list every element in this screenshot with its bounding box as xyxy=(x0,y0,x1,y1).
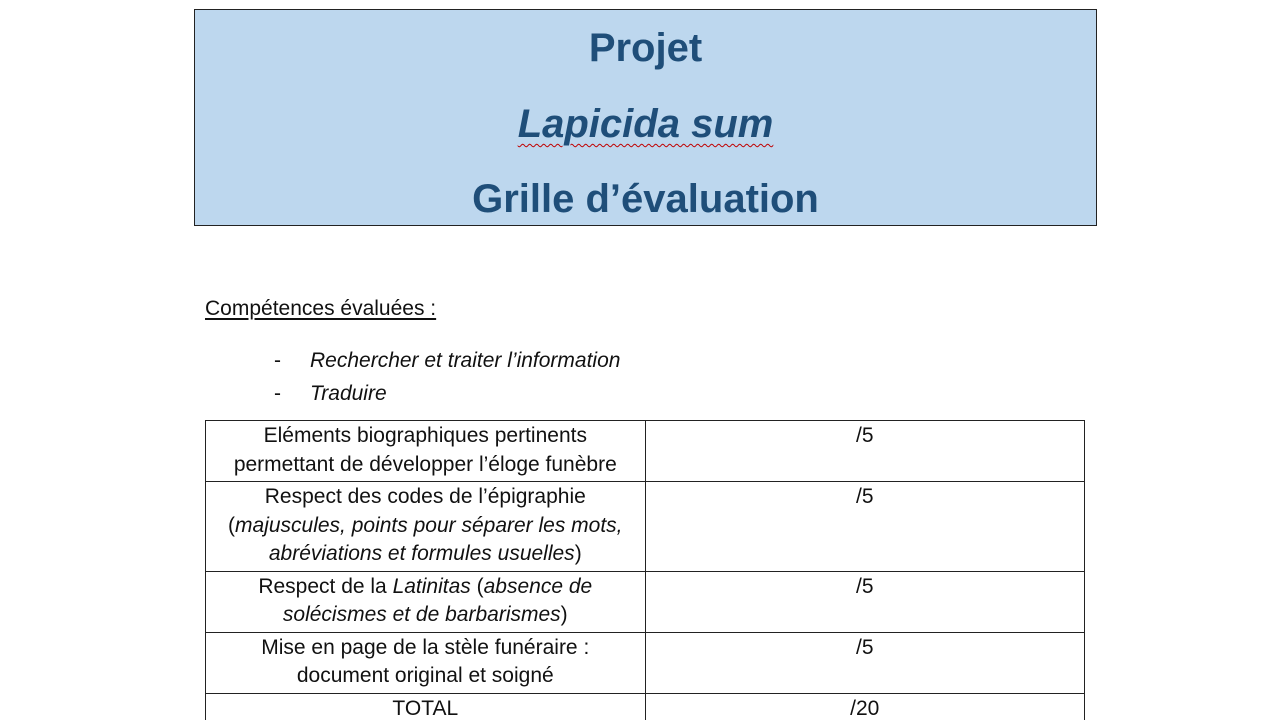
table-row xyxy=(206,632,1085,693)
criterion-cell: Eléments biographiques pertinents permettant de développer l’éloge funèbre xyxy=(206,421,646,482)
score-cell: /5 xyxy=(645,482,1084,572)
criterion-cell xyxy=(206,482,646,572)
criterion-text: ) xyxy=(560,603,568,626)
title-project: Projet xyxy=(588,26,703,70)
score-cell: /5 xyxy=(645,632,1084,693)
criterion-text: Respect des codes de l’épigraphie ( xyxy=(228,485,586,537)
criterion-italic-text: absence de solécismes et de barbarismes xyxy=(282,574,593,626)
bullet-dash: - xyxy=(274,348,281,372)
score-cell: /5 xyxy=(645,571,1084,632)
criterion-text: Respect de la xyxy=(258,574,393,598)
criterion-cell xyxy=(206,571,646,632)
criterion-text: ) xyxy=(574,542,582,565)
criterion-italic-text: Latinitas xyxy=(392,574,471,598)
table-row-total xyxy=(206,693,1085,720)
competence-text: Rechercher et traiter l’information xyxy=(310,348,621,372)
criterion-text: ( xyxy=(470,574,484,598)
table-row xyxy=(206,482,1085,572)
table-row xyxy=(206,571,1085,632)
table-row xyxy=(206,421,1085,482)
competence-text: Traduire xyxy=(310,381,387,405)
list-item xyxy=(274,377,620,410)
list-item xyxy=(274,344,620,377)
competences-list xyxy=(274,344,620,410)
bullet-dash: - xyxy=(274,381,281,405)
evaluation-table xyxy=(205,420,1085,720)
competences-label: Compétences évaluées : xyxy=(205,297,437,320)
total-label-cell: TOTAL xyxy=(206,693,646,720)
project-name-text: Lapicida sum xyxy=(517,102,774,146)
total-score-cell: /20 xyxy=(645,693,1084,720)
criterion-italic-text: majuscules, points pour séparer les mots, abréviations et formules usuelles xyxy=(235,513,623,565)
title-grid: Grille d’évaluation xyxy=(472,177,819,221)
score-cell: /5 xyxy=(645,421,1084,482)
title-box xyxy=(194,9,1097,226)
title-project-name xyxy=(195,100,1096,148)
criterion-cell: Mise en page de la stèle funéraire : document original et soigné xyxy=(206,632,646,693)
